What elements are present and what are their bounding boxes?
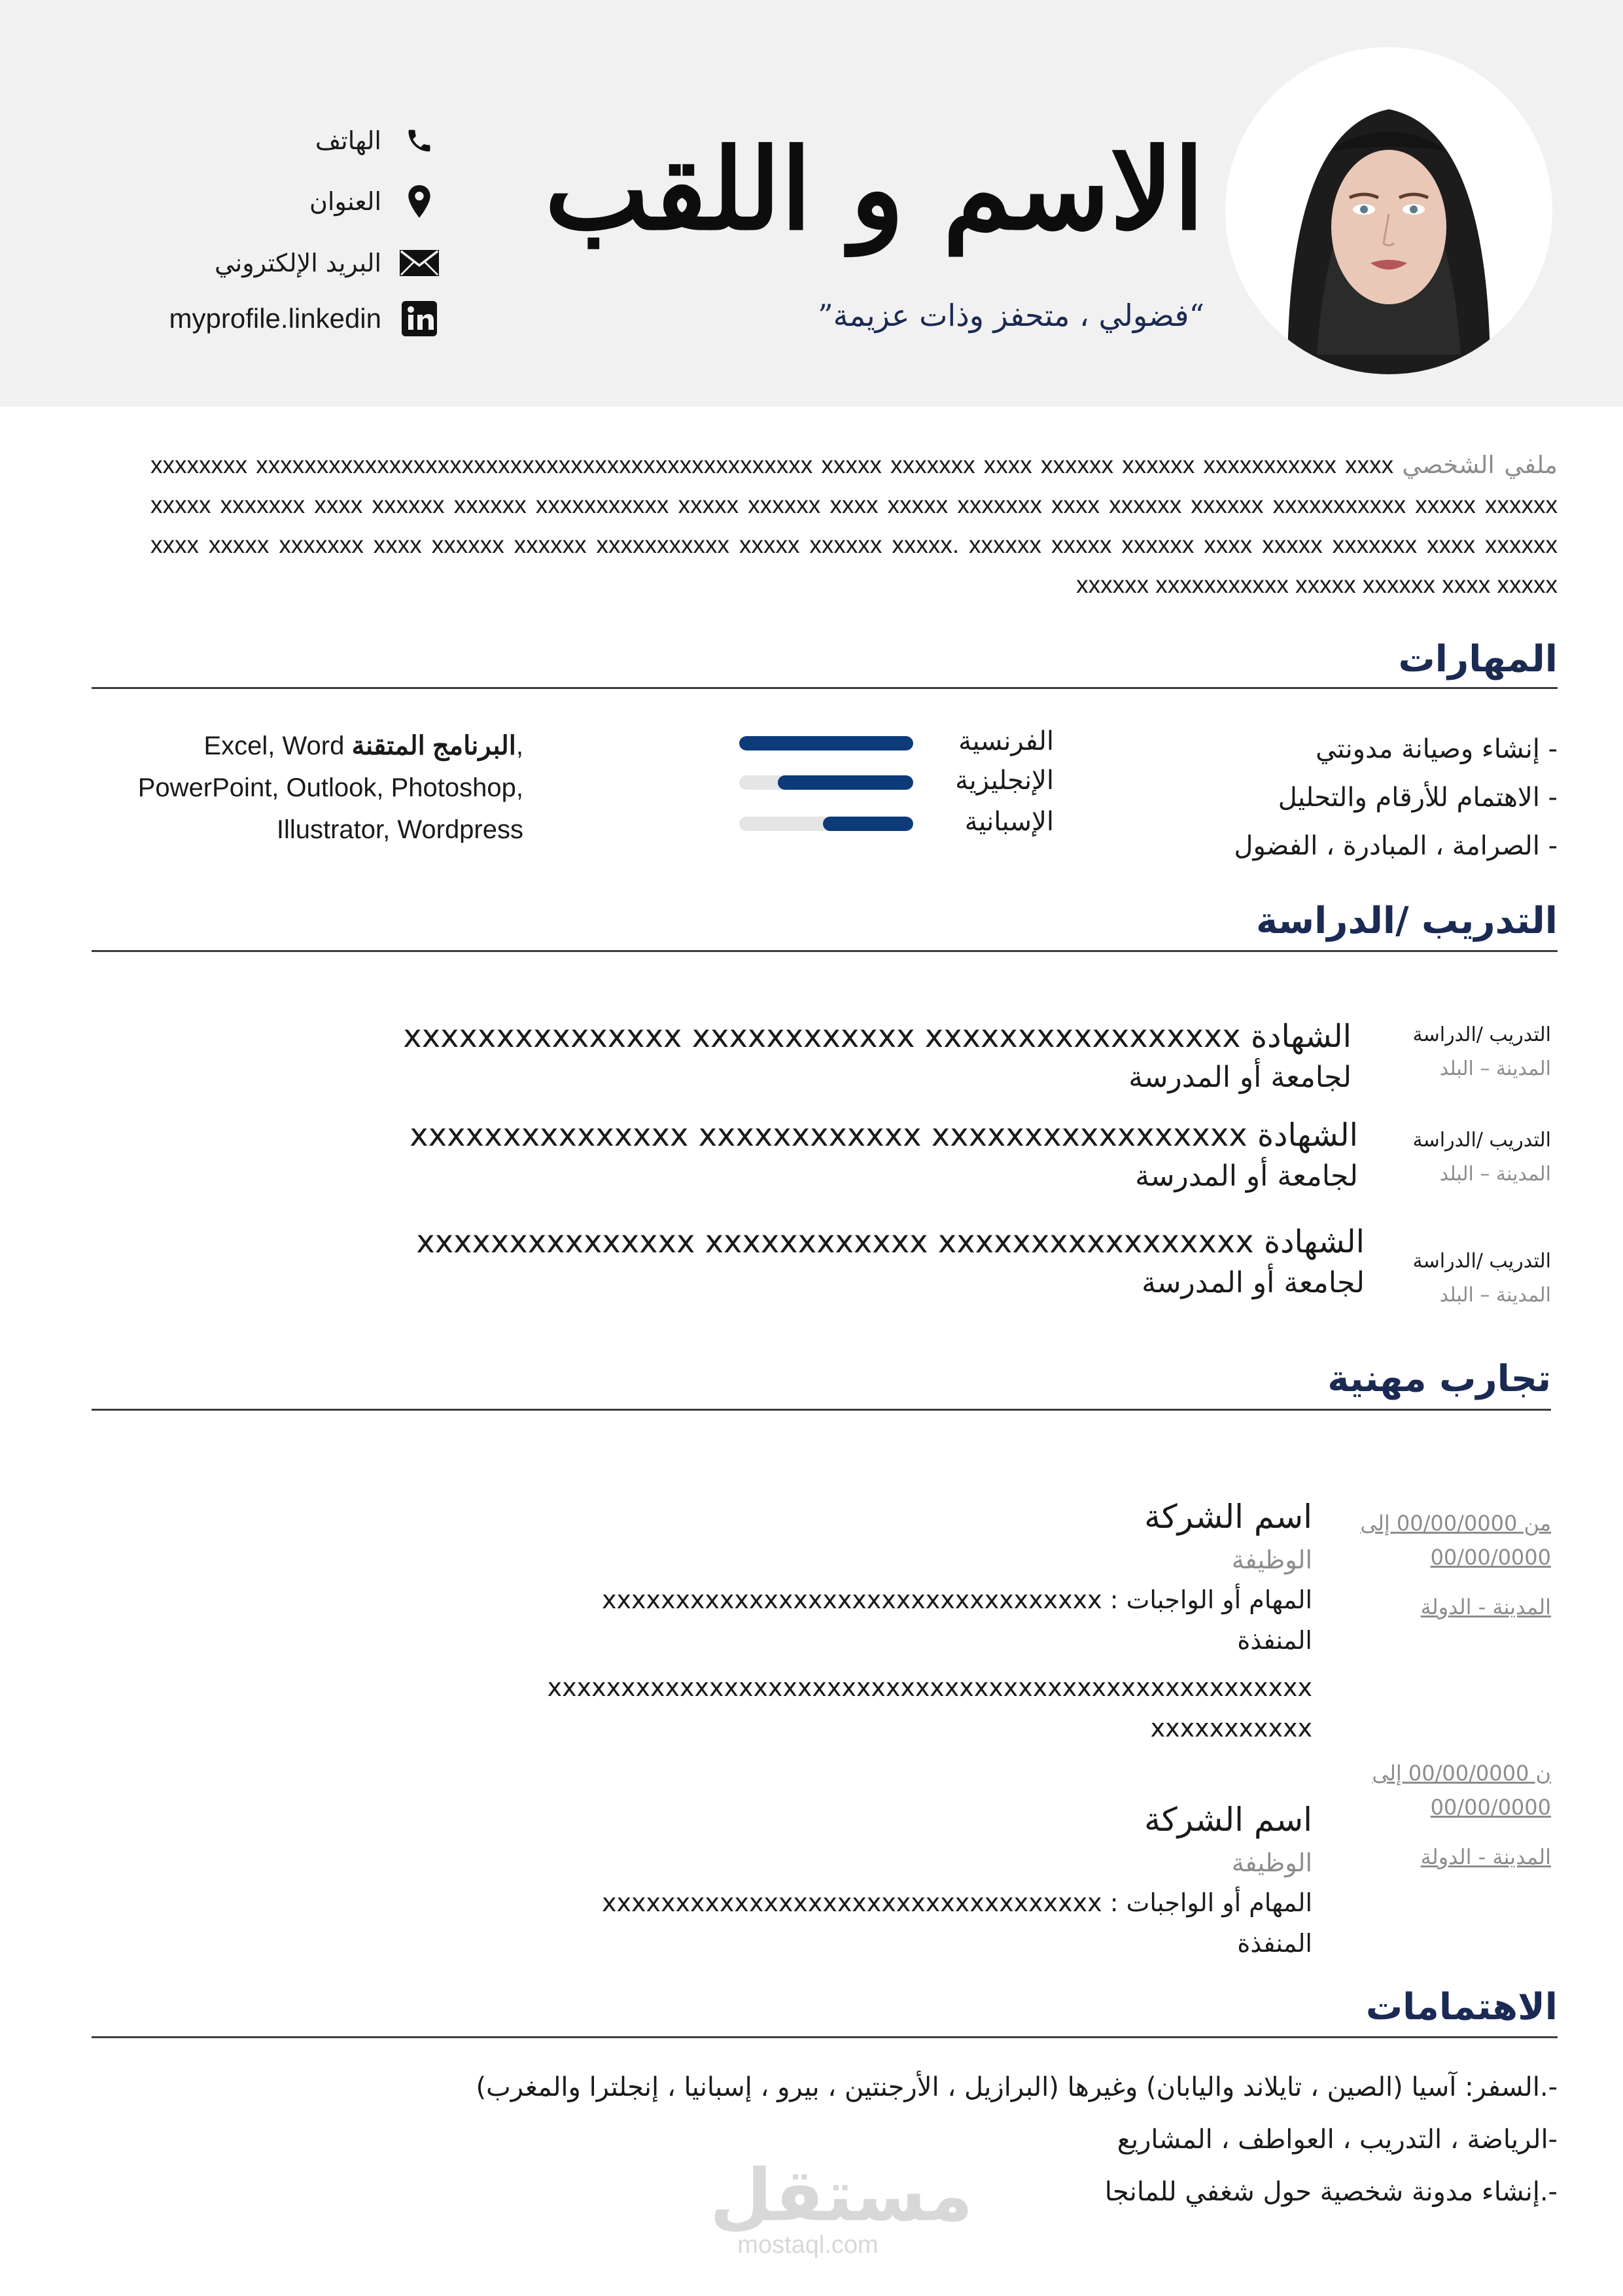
skills-list bbox=[1234, 725, 1558, 870]
education-degree: الشهادة xxxxxxxxxxxxxxx xxxxxxxxxxxx xxxxxxxxxxxxxxxxx bbox=[410, 1117, 1358, 1154]
experience-place: المدينة - الدولة bbox=[1420, 1595, 1551, 1619]
experience-entry-2-side bbox=[1372, 1756, 1551, 1874]
contact-address bbox=[309, 182, 439, 221]
education-title: التدريب /الدراسة bbox=[1256, 900, 1558, 942]
experience-detail: xxxxxxxxxxxxxxxxxxxxxxxxxxxxxxxxxxxxxxxxxxxxxxxxxxxx bbox=[547, 1673, 1312, 1702]
language-french-label: الفرنسية bbox=[958, 726, 1054, 756]
interest-item: -الرياضة ، التدريب ، العواطف ، المشاريع bbox=[1117, 2125, 1558, 2155]
language-french-fill bbox=[739, 736, 913, 751]
education-divider bbox=[92, 950, 1558, 952]
education-entry-3-side bbox=[1413, 1245, 1551, 1313]
interests-divider bbox=[92, 2036, 1558, 2038]
skill-item: - إنشاء وصيانة مدونتي bbox=[1316, 734, 1558, 764]
education-degree: الشهادة xxxxxxxxxxxxxxx xxxxxxxxxxxx xxxxxxxxxxxxxxxxx bbox=[403, 1018, 1352, 1055]
education-side-title: التدريب /الدراسة bbox=[1412, 1250, 1551, 1273]
experience-date-end: 00/00/0000 bbox=[1430, 1545, 1551, 1570]
experience-title: تجارب مهنية bbox=[1327, 1358, 1551, 1400]
software-list-1: Excel, Word bbox=[203, 732, 345, 760]
education-school: لجامعة أو المدرسة bbox=[1135, 1159, 1358, 1193]
education-side-place: المدينة – البلد bbox=[1439, 1163, 1551, 1186]
skill-item: - الصرامة ، المبادرة ، الفضول bbox=[1234, 831, 1558, 861]
envelope-icon bbox=[400, 243, 439, 283]
email-label: البريد الإلكتروني bbox=[215, 249, 381, 277]
full-name: الاسم و اللقب bbox=[544, 124, 1204, 255]
education-school: لجامعة أو المدرسة bbox=[1128, 1061, 1352, 1094]
interests-list bbox=[476, 2061, 1558, 2218]
education-side-title: التدريب /الدراسة bbox=[1412, 1129, 1551, 1152]
software-label: البرنامج المتقنة bbox=[351, 732, 516, 760]
education-entry-2-side bbox=[1413, 1123, 1551, 1192]
watermark-arabic: مستقل bbox=[710, 2153, 973, 2237]
profile-photo bbox=[1225, 47, 1552, 374]
experience-company: اسم الشركة bbox=[1144, 1498, 1312, 1536]
education-side-title: التدريب /الدراسة bbox=[1412, 1023, 1551, 1046]
language-spanish-bar bbox=[739, 817, 913, 831]
interest-item: -.السفر: آسيا (الصين ، تايلاند واليابان) وغيرها (البرازيل ، الأرجنتين ، بيرو ، إسبانيا ، إنجلترا والمغرب) bbox=[476, 2072, 1558, 2102]
experience-entry-2 bbox=[602, 1796, 1312, 1964]
experience-place: المدينة - الدولة bbox=[1420, 1845, 1551, 1869]
interest-item: -.إنشاء مدونة شخصية حول شغفي للمانجا bbox=[1104, 2177, 1558, 2207]
education-side-place: المدينة – البلد bbox=[1439, 1057, 1551, 1080]
software-line-3: Illustrator, Wordpress bbox=[276, 815, 523, 843]
experience-job: الوظيفة bbox=[1231, 1848, 1312, 1877]
skill-item: - الاهتمام للأرقام والتحليل bbox=[1278, 783, 1558, 813]
contact-email bbox=[215, 243, 439, 283]
profile-text: xxxxxxxx xxxxxxxxxxxxxxxxxxxxxxxxxxxxxxxxxxxxxxxxxxxxxx xxxxx xxxxxxx xxxx xxxxxx xxxxxx xxxxxxxxxxx xxxx xxxxx xxxxxxx xxxx xxxxxx xxxxxx xxxxxxxxxxx xxxxx xxxxxx xxxx xxxxx xxxxxxx xxxx xxxxxx xxxxxx xxxxxxxxxxx xxxxx xxxxxx xxxx xxxxx xxxxxxx xxxx xxxxxx xxxxxx xxxxxxxxxxx xxxxx xxxxxx xxxxx. xxxxxx xxxxx xxxxxx xxxx xxxxx xxxxxxx xxxx xxxxxx xxxxxx xxxxxxxxxxx xxxxx xxxxxx xxxx xxxxx bbox=[150, 451, 1558, 598]
profile-paragraph bbox=[150, 445, 1558, 605]
profile-label: ملفي الشخصي bbox=[1402, 451, 1558, 479]
education-entry-1-side bbox=[1413, 1018, 1551, 1086]
tagline: “فضولي ، متحفز وذات عزيمة” bbox=[818, 298, 1204, 333]
education-entry-2 bbox=[410, 1114, 1358, 1197]
experience-duties-cont: المنفذة bbox=[1237, 1929, 1312, 1958]
software-block bbox=[118, 725, 523, 843]
watermark-latin: mostaql.com bbox=[737, 2231, 879, 2259]
language-english-fill bbox=[778, 775, 913, 790]
software-line-2: PowerPoint, Outlook, Photoshop, bbox=[137, 773, 523, 802]
phone-icon bbox=[400, 121, 439, 160]
experience-entry-1-side bbox=[1360, 1506, 1551, 1624]
language-spanish-label: الإسبانية bbox=[964, 807, 1054, 837]
education-side-place: المدينة – البلد bbox=[1439, 1284, 1551, 1307]
experience-date-start: من 00/00/0000 إلى bbox=[1360, 1511, 1551, 1536]
software-line-1: Excel, Word البرنامج المتقنة, bbox=[203, 732, 523, 760]
linkedin-icon bbox=[400, 299, 439, 338]
education-entry-3 bbox=[416, 1221, 1365, 1303]
language-english-bar bbox=[739, 775, 913, 790]
experience-date-end: 00/00/0000 bbox=[1430, 1795, 1551, 1820]
education-degree: الشهادة xxxxxxxxxxxxxxx xxxxxxxxxxxx xxxxxxxxxxxxxxxxx bbox=[416, 1224, 1365, 1260]
experience-date-start: ن 00/00/0000 إلى bbox=[1372, 1761, 1551, 1786]
skills-title: المهارات bbox=[1398, 638, 1558, 680]
linkedin-link[interactable]: myprofile.linkedin bbox=[169, 303, 381, 334]
language-french-bar bbox=[739, 736, 913, 751]
language-english-label: الإنجليزية bbox=[955, 766, 1054, 796]
mostaql-watermark bbox=[710, 2153, 973, 2259]
experience-detail-cont: xxxxxxxxxxx bbox=[1150, 1714, 1312, 1742]
education-entry-1 bbox=[403, 1016, 1352, 1098]
contact-phone bbox=[315, 121, 439, 160]
experience-entry-1 bbox=[548, 1493, 1312, 1748]
experience-duties: المهام أو الواجبات : xxxxxxxxxxxxxxxxxxxxxxxxxxxxxxxxxx bbox=[602, 1888, 1312, 1917]
phone-label: الهاتف bbox=[315, 126, 381, 155]
interests-title: الاهتمامات bbox=[1365, 1986, 1558, 2028]
address-label: العنوان bbox=[309, 187, 381, 216]
education-school: لجامعة أو المدرسة bbox=[1142, 1266, 1365, 1299]
experience-job: الوظيفة bbox=[1231, 1545, 1312, 1574]
experience-duties: المهام أو الواجبات : xxxxxxxxxxxxxxxxxxxxxxxxxxxxxxxxxx bbox=[602, 1585, 1312, 1614]
experience-company: اسم الشركة bbox=[1144, 1801, 1312, 1839]
profile-photo-illustration bbox=[1225, 47, 1552, 374]
language-spanish-fill bbox=[823, 817, 913, 831]
experience-divider bbox=[92, 1409, 1551, 1411]
contact-linkedin[interactable] bbox=[169, 299, 439, 338]
skills-divider bbox=[92, 687, 1558, 689]
location-pin-icon bbox=[400, 182, 439, 221]
experience-duties-cont: المنفذة bbox=[1237, 1626, 1312, 1655]
